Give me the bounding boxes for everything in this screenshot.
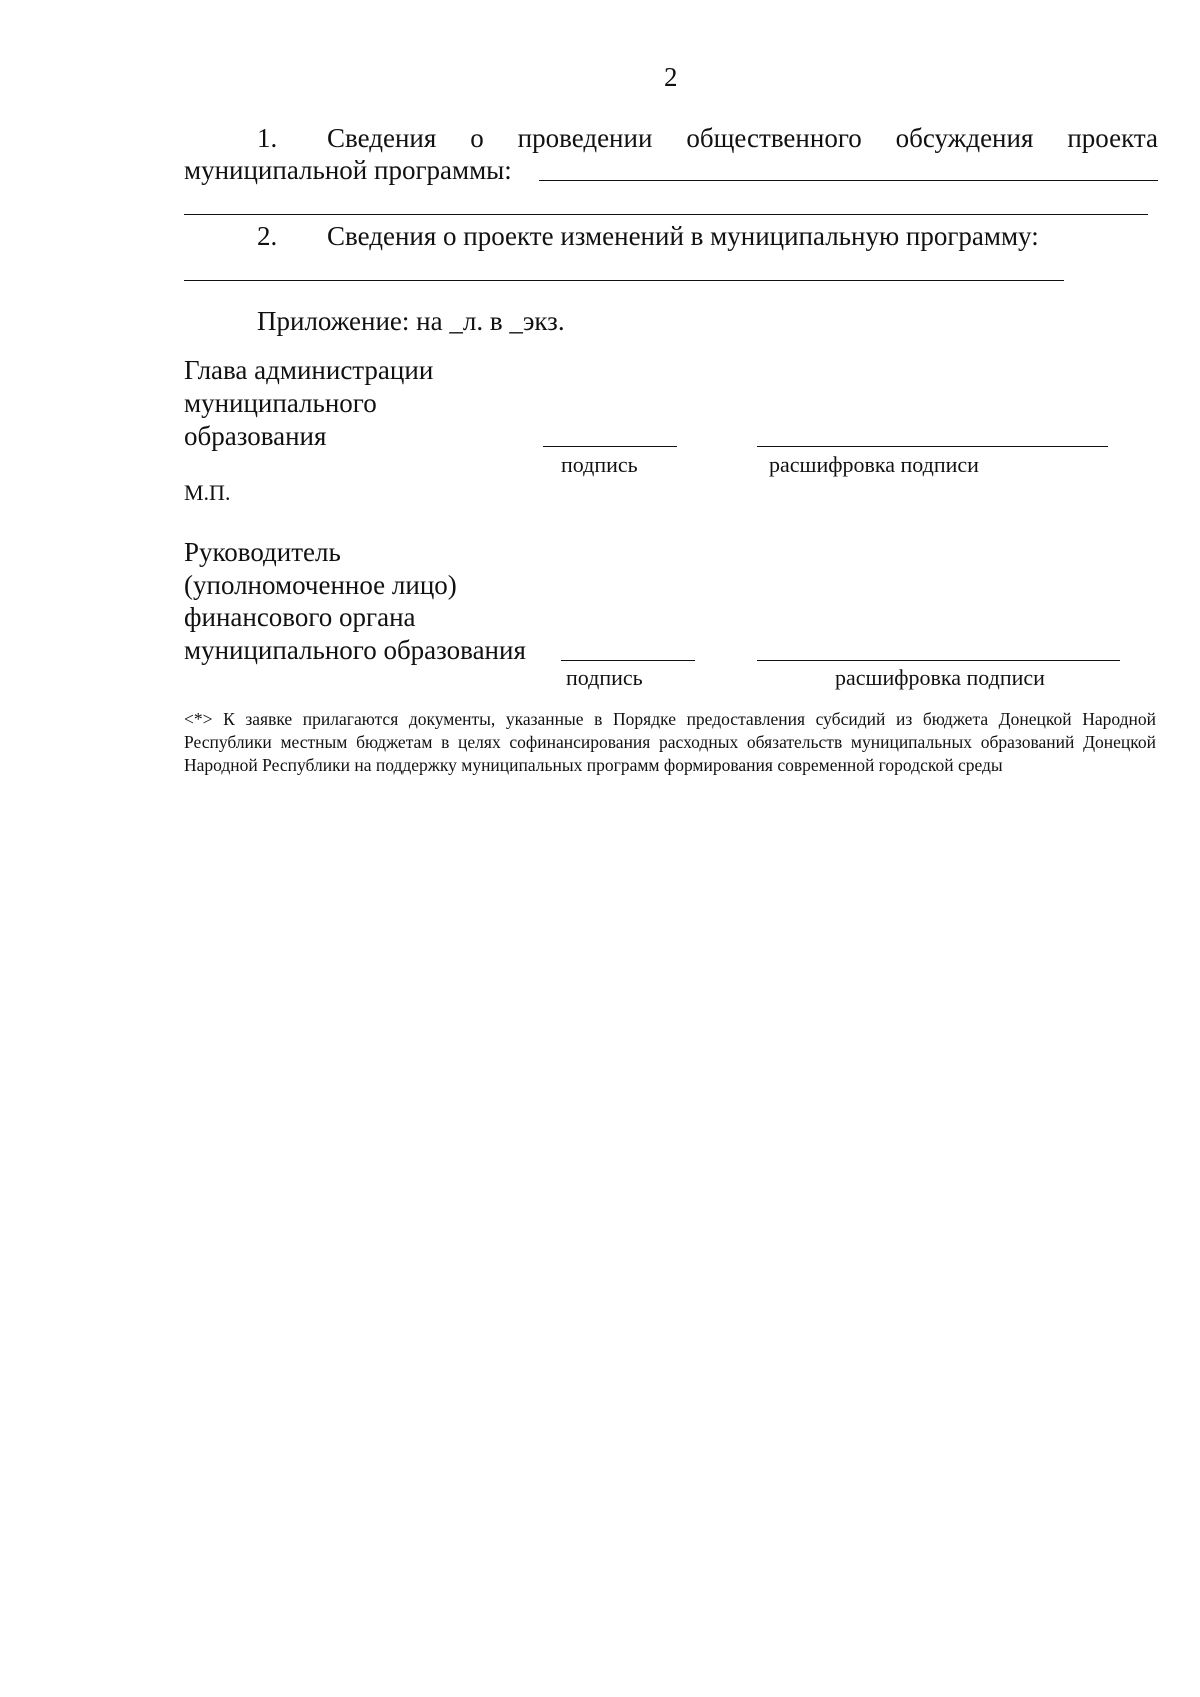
sign1-title-line: муниципального xyxy=(184,388,377,418)
sign1-signature-label: подпись xyxy=(561,452,638,477)
sign2-title-line: муниципального образования xyxy=(184,635,526,665)
item1-line2: муниципальной программы: xyxy=(184,155,512,185)
sign2-signature-label: подпись xyxy=(566,665,643,690)
item1-word: о xyxy=(470,123,484,153)
sign2-title-line: финансового органа xyxy=(184,602,416,632)
sign1-decode-label: расшифровка подписи xyxy=(769,452,979,477)
item1-number: 1. xyxy=(257,123,278,153)
item1-word: Сведения xyxy=(327,123,437,153)
item2-text: Сведения о проекте изменений в муниципальную программу: xyxy=(327,221,1039,251)
footnote: <*> К заявке прилагаются документы, указанные в Порядке предоставления субсидий из бюджета Донецкой Народной Республики местным бюджетам в целях софинансирования расходных обязательств муниципальных образований Донецкой Народной Республики на поддержку муниципальных программ формирования современной городской среды xyxy=(184,709,1156,775)
item1-word: общественного xyxy=(686,123,862,153)
item2-fill-line xyxy=(184,280,1064,281)
attachment-line: Приложение: на _л. в _экз. xyxy=(257,306,565,336)
item1-fill-line-2 xyxy=(184,214,1148,215)
sign2-title-line: (уполномоченное лицо) xyxy=(184,570,457,600)
item1-heading xyxy=(327,123,1158,153)
stamp-place-label: М.П. xyxy=(184,480,231,505)
sign1-decode-line xyxy=(757,446,1108,447)
item1-fill-line xyxy=(539,180,1158,181)
page-number: 2 xyxy=(664,62,678,92)
item1-word: проекта xyxy=(1067,123,1158,153)
sign2-title-line: Руководитель xyxy=(184,537,341,567)
sign2-signature-line xyxy=(561,660,695,661)
sign2-decode-label: расшифровка подписи xyxy=(835,665,1045,690)
sign1-title-line: образования xyxy=(184,421,327,451)
sign1-signature-line xyxy=(543,446,677,447)
item1-word: проведении xyxy=(517,123,653,153)
item2-number: 2. xyxy=(257,221,278,251)
sign1-title-line: Глава администрации xyxy=(184,355,434,385)
item1-word: обсуждения xyxy=(895,123,1034,153)
sign2-decode-line xyxy=(757,660,1120,661)
